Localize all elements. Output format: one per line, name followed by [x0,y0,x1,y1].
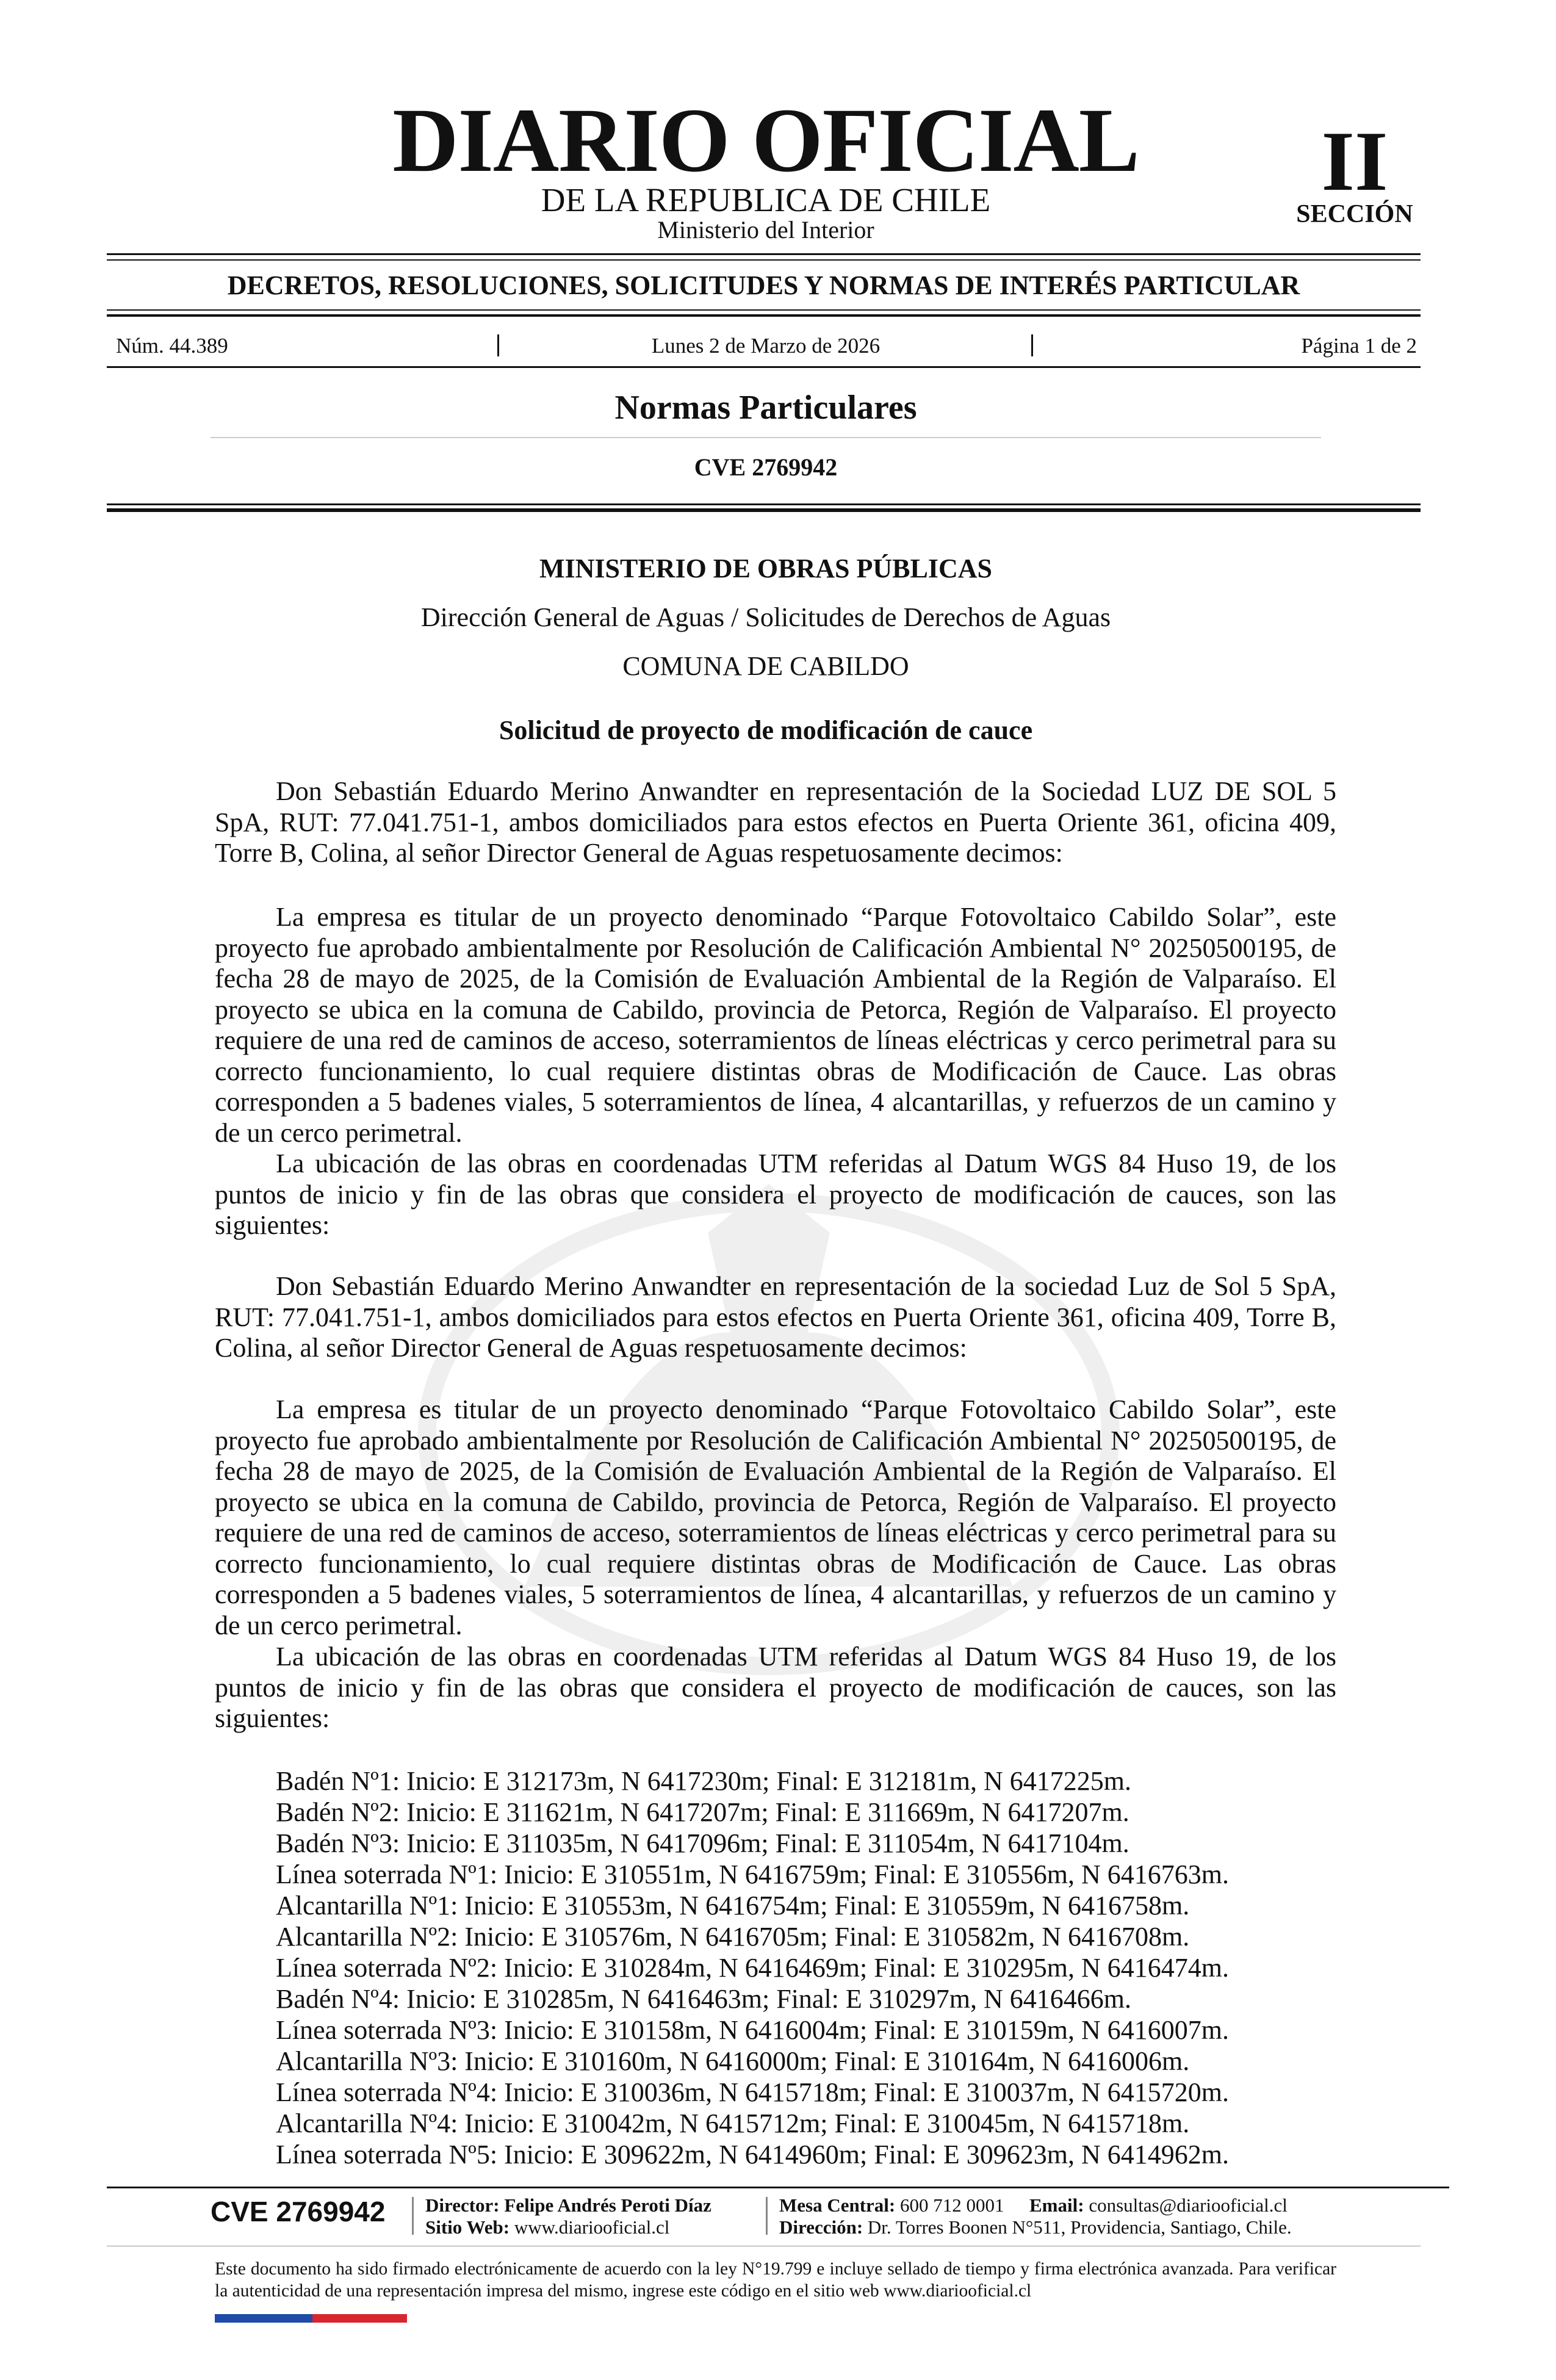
footer-rule [107,2187,1449,2188]
newspaper-title: DIARIO OFICIAL [392,90,1139,191]
section-title: Normas Particulares [614,389,917,427]
website-link[interactable]: www.diariooficial.cl [514,2216,670,2238]
list-item: Línea soterrada Nº2: Inicio: E 310284m, N 6416469m; Final: E 310295m, N 6416474m. [276,1953,1229,1983]
list-item: Alcantarilla Nº1: Inicio: E 310553m, N 6416754m; Final: E 310559m, N 6416758m. [276,1891,1190,1920]
director-name: Felipe Andrés Peroti Díaz [504,2194,711,2216]
section-label: SECCIÓN [1296,200,1413,228]
issuing-direction: Dirección General de Aguas / Solicitudes de Derechos de Aguas [420,602,1111,632]
newspaper-subtitle: DE LA REPUBLICA DE CHILE [541,181,991,218]
list-item: Línea soterrada Nº5: Inicio: E 309622m, N 6414960m; Final: E 309623m, N 6414962m. [276,2140,1229,2169]
header-rule-top-thin [107,259,1421,261]
cve-rule-thin [107,503,1421,505]
footer-contact [779,2194,1288,2216]
director-label: Director: [425,2194,500,2216]
email-link[interactable]: consultas@diariooficial.cl [1089,2194,1288,2216]
meta-separator [1031,334,1033,356]
cve-rule-thick [107,508,1421,512]
list-item: Línea soterrada Nº4: Inicio: E 310036m, N 6415718m; Final: E 310037m, N 6415720m. [276,2077,1229,2107]
phone-number: 600 712 0001 [900,2194,1004,2216]
band-rule-thick [107,314,1421,317]
flag-stripe-blue [215,2314,312,2323]
footer-address [779,2216,1292,2238]
list-item: Badén Nº4: Inicio: E 310285m, N 6416463m; Final: E 310297m, N 6416466m. [276,1984,1132,2014]
paragraph-project-repeat: La empresa es titular de un proyecto denominado “Parque Fotovoltaico Cabildo Solar”, este proyecto fue aprobado ambientalmente por Resolución de Calificación Ambiental N° 20250500195, de fecha 28 de mayo de 2025, de la Comisión de Evaluación Ambiental de la Región de Valparaíso. El proyecto se ubica en la comuna de Cabildo, provincia de Petorca, Región de Valparaíso. El proyecto requiere de una red de caminos de acceso, soterramientos de líneas eléctricas y cerco perimetral para su correcto funcionamiento, lo cual requiere distintas obras de Modificación de Cauce. Las obras corresponden a 5 badenes viales, 5 soterramientos de línea, 4 alcantarillas, y refuerzos de un camino y de un cerco perimetral. [215,1394,1336,1640]
list-item: Badén Nº2: Inicio: E 311621m, N 6417207m; Final: E 311669m, N 6417207m. [276,1797,1129,1827]
website-label: Sitio Web: [425,2216,510,2238]
paragraph-location: La ubicación de las obras en coordenadas UTM referidas al Datum WGS 84 Huso 19, de los puntos de inicio y fin de las obras que considera el proyecto de modificación de cauces, son las siguientes: [215,1149,1336,1240]
footer-director [425,2194,711,2216]
header-rule-top [107,253,1421,255]
footer-website [425,2216,669,2238]
email-label: Email: [1029,2194,1084,2216]
issuing-ministry: MINISTERIO DE OBRAS PÚBLICAS [539,554,993,583]
cve-code: CVE 2769942 [694,453,838,481]
issue-date: Lunes 2 de Marzo de 2026 [651,334,881,358]
paragraph-representation: Don Sebastián Eduardo Merino Anwandter en representación de la Sociedad LUZ DE SOL 5 SpA, RUT: 77.041.751-1, ambos domiciliados para estos efectos en Puerta Oriente 361, oficina 409, Torre B, Colina, al señor Director General de Aguas respetuosamente decimos: [215,776,1336,868]
address-text: Dr. Torres Boonen N°511, Providencia, Santiago, Chile. [867,2216,1292,2238]
comuna-heading: COMUNA DE CABILDO [622,651,909,681]
paragraph-location-repeat: La ubicación de las obras en coordenadas UTM referidas al Datum WGS 84 Huso 19, de los puntos de inicio y fin de las obras que considera el proyecto de modificación de cauces, son las siguientes: [215,1642,1336,1733]
list-item: Badén Nº1: Inicio: E 312173m, N 6417230m; Final: E 312181m, N 6417225m. [276,1766,1132,1796]
section-title-rule [211,437,1321,438]
section-band: DECRETOS, RESOLUCIONES, SOLICITUDES Y NORMAS DE INTERÉS PARTICULAR [227,270,1300,300]
page-indicator: Página 1 de 2 [1301,334,1417,358]
footer-separator [766,2197,768,2235]
list-item: Badén Nº3: Inicio: E 311035m, N 6417096m; Final: E 311054m, N 6417104m. [276,1828,1129,1858]
footer-cve-code: CVE 2769942 [211,2196,386,2227]
address-label: Dirección: [779,2216,863,2238]
footer-separator [412,2197,414,2235]
ministry-line: Ministerio del Interior [657,216,874,243]
flag-stripe-red [312,2314,407,2323]
list-item: Línea soterrada Nº3: Inicio: E 310158m, N 6416004m; Final: E 310159m, N 6416007m. [276,2015,1229,2045]
paragraph-representation-repeat: Don Sebastián Eduardo Merino Anwandter en representación de la sociedad Luz de Sol 5 SpA, RUT: 77.041.751-1, ambos domiciliados para estos efectos en Puerta Oriente 361, oficina 409, Torre B, Colina, al señor Director General de Aguas respetuosamente decimos: [215,1271,1336,1363]
list-item: Alcantarilla Nº2: Inicio: E 310576m, N 6416705m; Final: E 310582m, N 6416708m. [276,1922,1190,1952]
document-subject: Solicitud de proyecto de modificación de cauce [499,715,1033,745]
phone-label: Mesa Central: [779,2194,896,2216]
section-number: II [1321,114,1388,209]
issue-number: Núm. 44.389 [116,334,228,358]
works-list [276,1765,1374,2170]
paragraph-project: La empresa es titular de un proyecto denominado “Parque Fotovoltaico Cabildo Solar”, este proyecto fue aprobado ambientalmente por Resolución de Calificación Ambiental N° 20250500195, de fecha 28 de mayo de 2025, de la Comisión de Evaluación Ambiental de la Región de Valparaíso. El proyecto se ubica en la comuna de Cabildo, provincia de Petorca, Región de Valparaíso. El proyecto requiere de una red de caminos de acceso, soterramientos de líneas eléctricas y cerco perimetral para su correcto funcionamiento, lo cual requiere distintas obras de Modificación de Cauce. Las obras corresponden a 5 badenes viales, 5 soterramientos de línea, 4 alcantarillas, y refuerzos de un camino y de un cerco perimetral. [215,902,1336,1148]
list-item: Alcantarilla Nº4: Inicio: E 310042m, N 6415712m; Final: E 310045m, N 6415718m. [276,2108,1190,2138]
list-item: Alcantarilla Nº3: Inicio: E 310160m, N 6416000m; Final: E 310164m, N 6416006m. [276,2046,1190,2076]
list-item: Línea soterrada Nº1: Inicio: E 310551m, N 6416759m; Final: E 310556m, N 6416763m. [276,1859,1229,1889]
footer-legal-note: Este documento ha sido firmado electrónicamente de acuerdo con la ley N°19.799 e incluye sellado de tiempo y firma electrónica avanzada. Para verificar la autenticidad de una representación impresa del mismo, ingrese este código en el sitio web www.diariooficial.cl [215,2259,1336,2301]
meta-rule [107,366,1421,368]
band-rule-thin [107,309,1421,311]
